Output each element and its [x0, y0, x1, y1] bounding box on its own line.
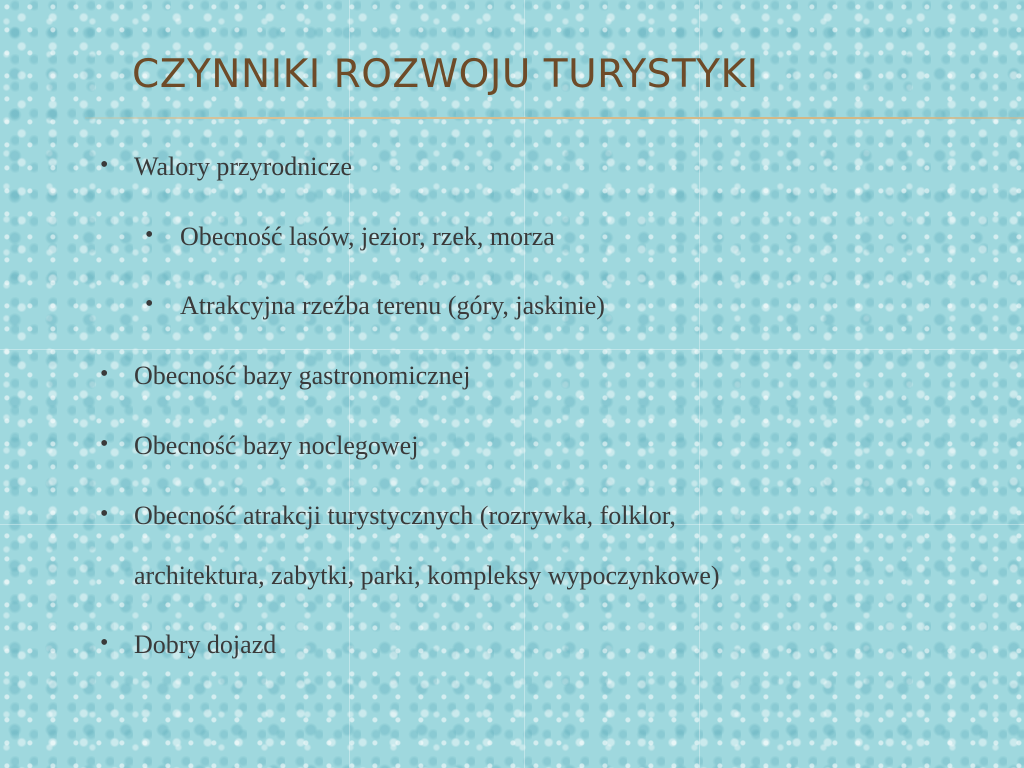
bullet-item: Dobry dojazd [134, 630, 277, 659]
sub-bullet-marker: • [145, 222, 154, 248]
bullet-item: Walory przyrodnicze [134, 152, 353, 181]
bullet-marker: • [100, 501, 109, 527]
bullet-item: Obecność atrakcji turystycznych (rozrywka, folklor, [134, 501, 676, 530]
bullet-marker: • [100, 630, 109, 656]
bullet-item: Obecność bazy noclegowej [134, 431, 419, 460]
sub-bullet-item: Atrakcyjna rzeźba terenu (góry, jaskinie) [180, 291, 605, 320]
sub-bullet-item: Obecność lasów, jezior, rzek, morza [180, 222, 555, 251]
bullet-marker: • [100, 431, 109, 457]
sub-bullet-marker: • [145, 291, 154, 317]
bullet-item: Obecność bazy gastronomicznej [134, 361, 471, 390]
slide-title: CZYNNIKI ROZWOJU TURYSTYKI [132, 52, 759, 97]
bullet-marker: • [100, 152, 109, 178]
bullet-item-continuation: architektura, zabytki, parki, kompleksy wypoczynkowe) [134, 561, 720, 590]
bullet-marker: • [100, 361, 109, 387]
